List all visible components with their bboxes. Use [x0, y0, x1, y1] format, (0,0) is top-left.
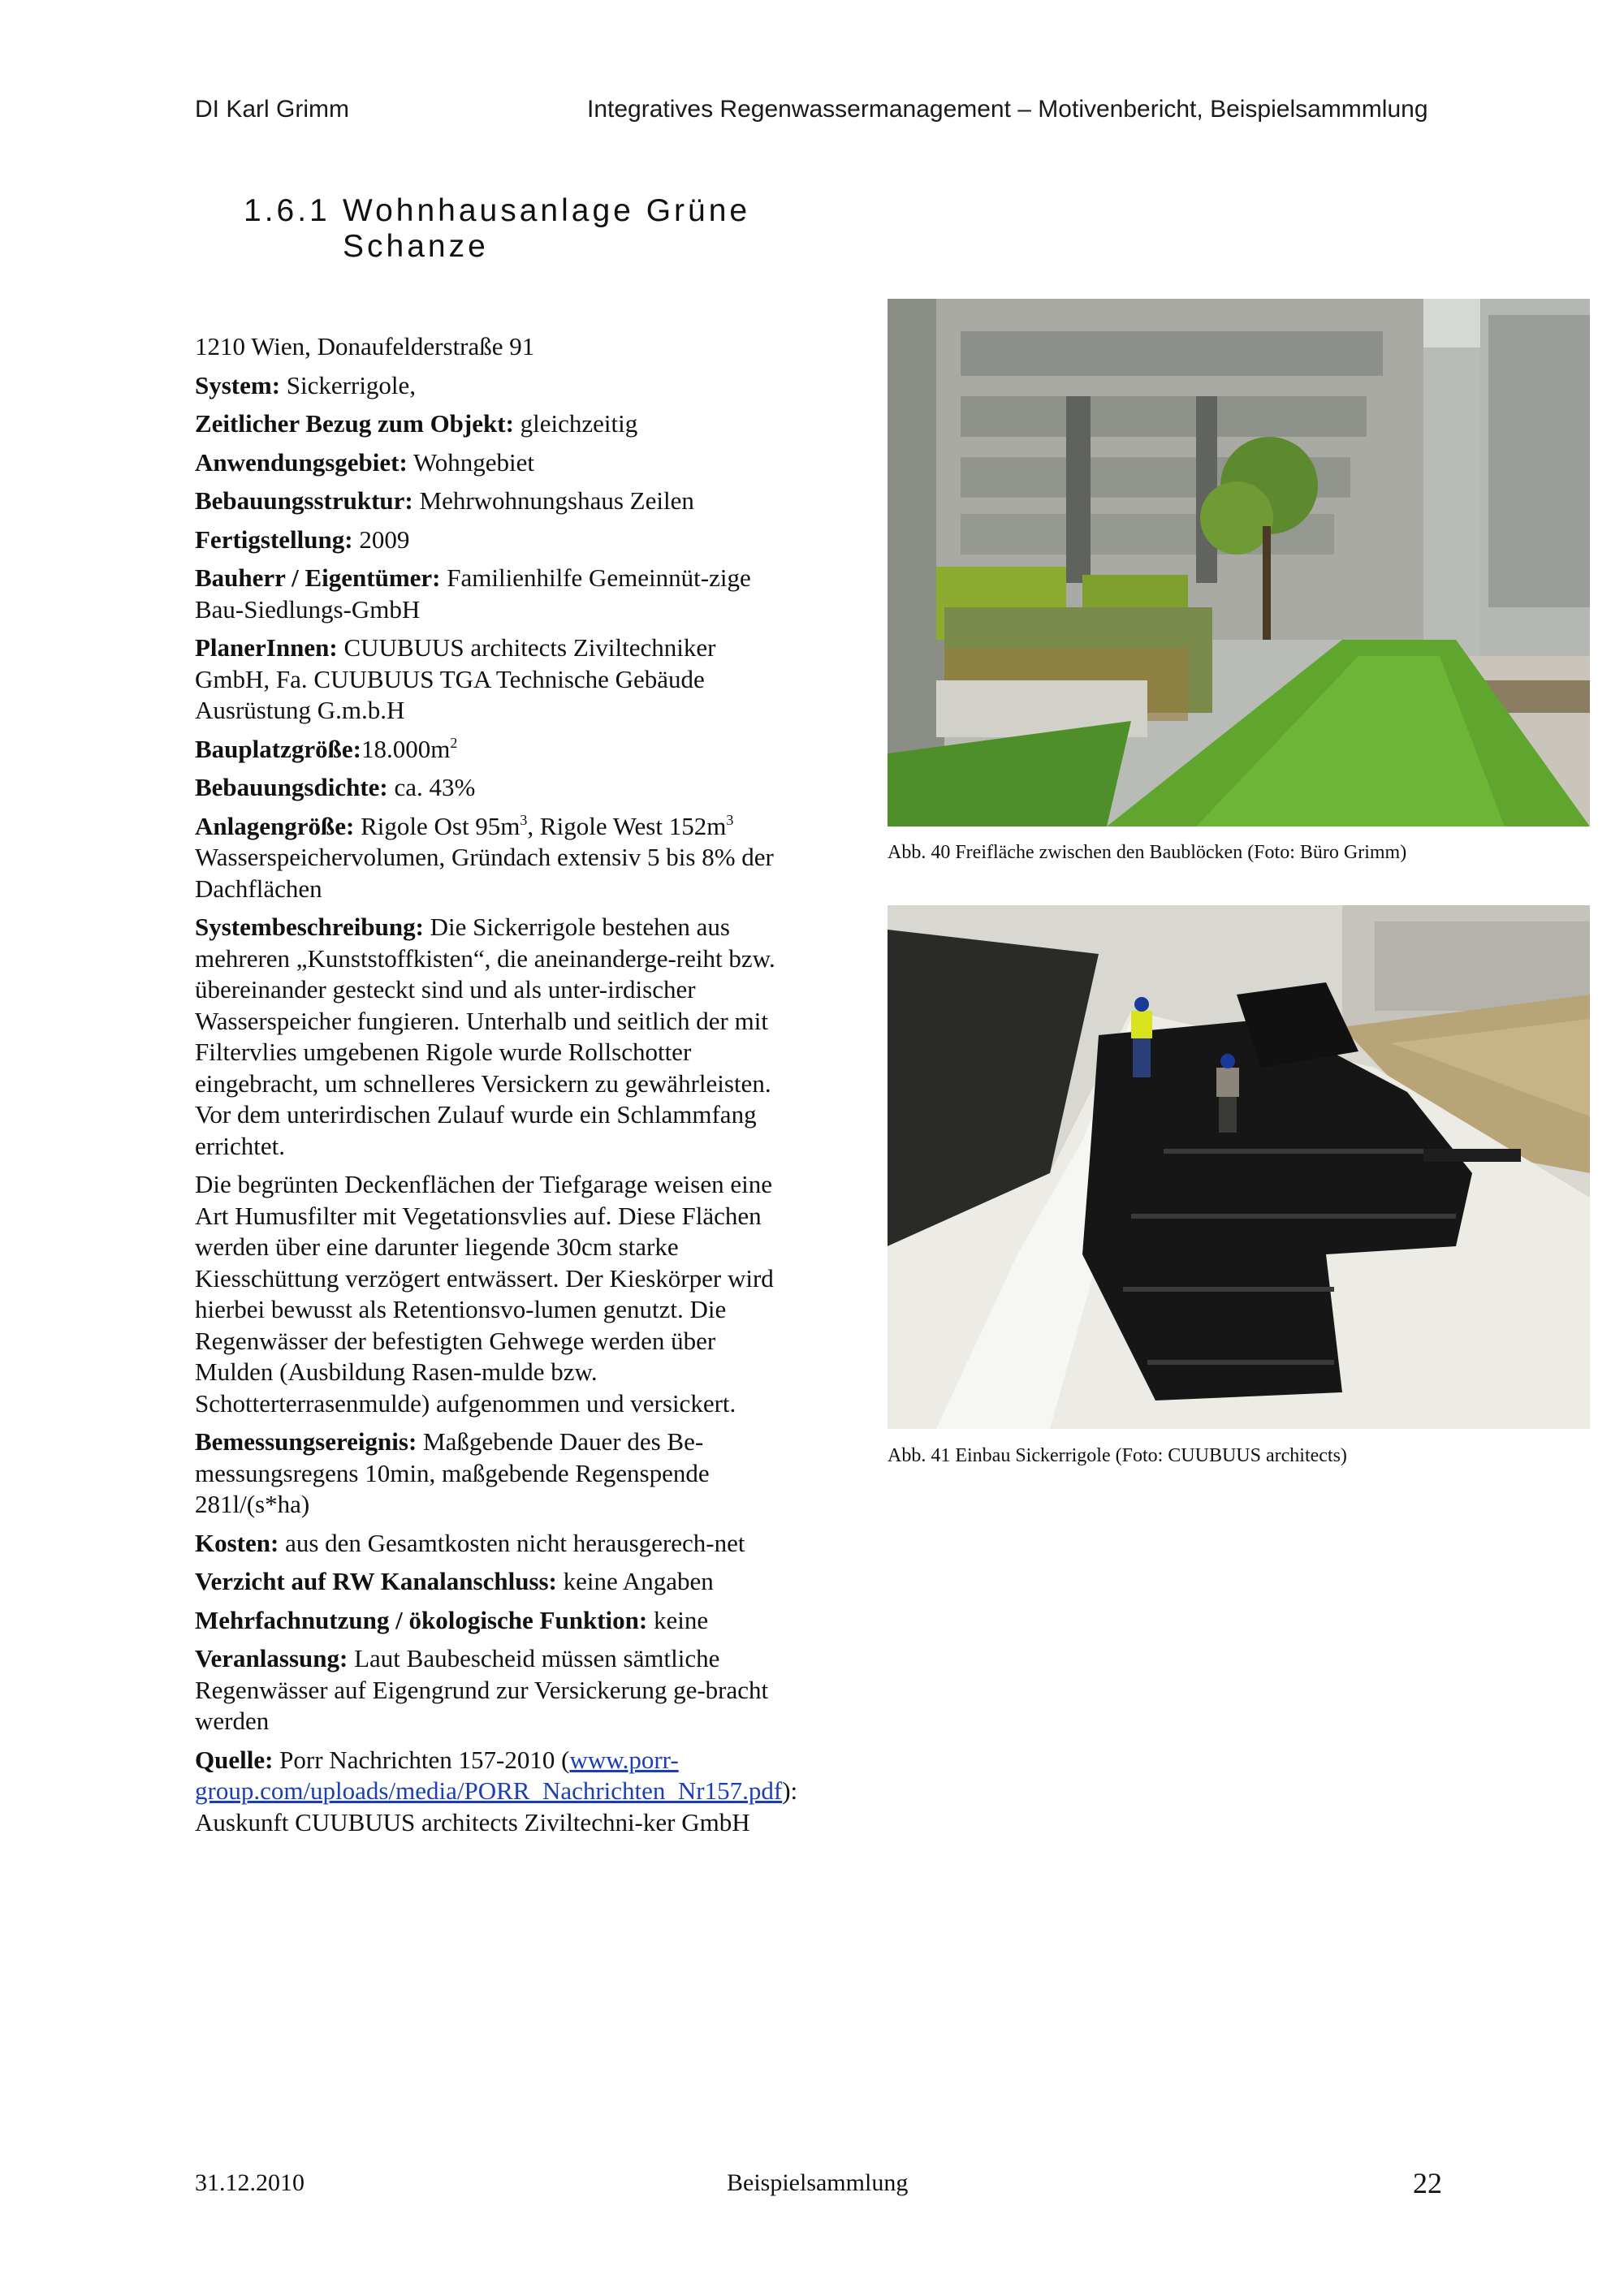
footer-center: Beispielsammlung	[727, 2169, 909, 2196]
field-value: aus den Gesamtkosten nicht herausgerech-net	[279, 1528, 745, 1557]
field-bebauungsstruktur	[195, 486, 780, 517]
field-label: Veranlassung:	[195, 1644, 348, 1672]
field-kosten	[195, 1528, 780, 1560]
field-label: Anwendungsgebiet:	[195, 447, 408, 477]
figure-caption-40: Abb. 40 Freifläche zwischen den Baublöcken (Foto: Büro Grimm)	[888, 842, 1407, 863]
section-title-line2: Schanze	[343, 229, 489, 265]
field-value: keine	[647, 1605, 709, 1634]
section-number: 1.6.1	[244, 193, 330, 228]
field-value: Rigole Ost 95m	[354, 811, 520, 840]
field-bemessungsereignis	[195, 1426, 780, 1521]
superscript: 2	[450, 734, 458, 751]
superscript: 3	[726, 811, 734, 828]
field-value: Maßgebende Dauer des Be-messungsregens 10min, maßgebende Regenspende 281l/(s*ha)	[195, 1427, 710, 1518]
header-author: DI Karl Grimm	[195, 96, 349, 123]
field-value: , Rigole West 152m	[527, 811, 727, 840]
field-value: CUUBUUS architects Ziviltechniker GmbH, Fa. CUUBUUS TGA Technische Gebäude Ausrüstung G.m.b.H	[195, 633, 716, 724]
paragraph-deckenflaechen: Die begrünten Deckenflächen der Tiefgarage weisen eine Art Humusfilter mit Vegetationsvlies auf. Diese Flächen werden über eine darunter liegende 30cm starke Kiesschüttung verzögert entwässert. Der Kieskörper wird hierbei bewusst als Retentionsvo-lumen genutzt. Die Regenwässer der befestigten Gehwege werden über Mulden (Ausbildung Rasen-mulde bzw. Schotterterrasenmulde) aufgenommen und versickert.	[195, 1170, 774, 1418]
field-label: Mehrfachnutzung / ökologische Funktion:	[195, 1605, 648, 1634]
field-label: Quelle:	[195, 1745, 274, 1774]
field-mehrfachnutzung	[195, 1605, 780, 1637]
field-label: Verzicht auf RW Kanalanschluss:	[195, 1567, 557, 1595]
field-value: Sickerrigole,	[280, 370, 417, 399]
field-planerinnen	[195, 632, 780, 727]
field-value: ca. 43%	[387, 773, 476, 801]
field-label: System:	[195, 370, 281, 399]
field-bauherr	[195, 563, 780, 625]
superscript: 3	[520, 811, 528, 828]
field-anlagengroesse	[195, 811, 780, 905]
field-value: Wohngebiet	[407, 447, 535, 477]
field-label: Systembeschreibung:	[195, 913, 424, 941]
field-systembeschreibung	[195, 912, 780, 1162]
field-label: Fertigstellung:	[195, 524, 353, 554]
field-label: Bauplatzgröße:	[195, 734, 361, 763]
field-value: 2009	[352, 524, 410, 554]
photo-construction-image	[888, 905, 1590, 1429]
field-label: PlanerInnen:	[195, 633, 338, 662]
address: 1210 Wien, Donaufelderstraße 91	[195, 332, 535, 360]
field-label: Anlagengröße:	[195, 811, 355, 840]
field-anwendungsgebiet	[195, 447, 780, 479]
field-bauplatzgroesse	[195, 734, 780, 766]
field-value: Familienhilfe Gemeinnüt-zige Bau-Siedlungs-GmbH	[195, 563, 751, 624]
page-number: 22	[1413, 2167, 1442, 2199]
field-verzicht	[195, 1566, 780, 1598]
field-value: 18.000m	[361, 734, 451, 763]
field-value: Wasserspeichervolumen, Gründach extensiv 5 bis 8% der Dachflächen	[195, 843, 774, 903]
field-label: Bebauungsstruktur:	[195, 486, 413, 515]
field-label: Kosten:	[195, 1528, 279, 1557]
body-text-column	[195, 331, 798, 1845]
section-title-line1: Wohnhausanlage Grüne	[343, 193, 751, 228]
field-value: Die Sickerrigole bestehen aus mehreren „Kunststoffkisten“, die aneinanderge-reiht bzw. übereinander gesteckt sind und als unter-irdischer Wasserspeicher fungieren. Unterhalb und seitlich der mit Filtervlies umgebenen Rigole wurde Rollschotter eingebracht, um schnelleres Versickern zu gewährleisten. Vor dem unterirdischen Zulauf wurde ein Schlammfang errichtet.	[195, 913, 775, 1160]
field-label: Bebauungsdichte:	[195, 773, 388, 801]
field-value: Laut Baubescheid müssen sämtliche Regenwässer auf Eigengrund zur Versickerung ge-bracht werden	[195, 1644, 769, 1735]
field-zeitbezug	[195, 408, 780, 440]
field-bebauungsdichte	[195, 772, 780, 804]
field-label: Bemessungsereignis:	[195, 1427, 417, 1456]
footer-date: 31.12.2010	[195, 2169, 304, 2196]
field-value: gleichzeitig	[513, 409, 638, 438]
field-system	[195, 370, 780, 402]
source-link[interactable]: www.porr-group.com/uploads/media/PORR_Nachrichten_Nr157.pdf	[195, 1745, 783, 1805]
field-quelle	[195, 1745, 798, 1839]
field-label: Zeitlicher Bezug zum Objekt:	[195, 409, 514, 438]
field-value: Mehrwohnungshaus Zeilen	[412, 486, 694, 515]
field-value: Porr Nachrichten 157-2010 (	[273, 1745, 570, 1774]
field-value: keine Angaben	[556, 1567, 714, 1595]
field-fertigstellung	[195, 524, 780, 556]
section-title	[244, 193, 750, 265]
photo-courtyard-image	[888, 299, 1590, 826]
photo-construction	[888, 905, 1590, 1429]
field-veranlassung	[195, 1643, 780, 1737]
field-label: Bauherr / Eigentümer:	[195, 563, 441, 592]
photo-courtyard	[888, 299, 1590, 826]
header-report-title: Integratives Regenwassermanagement – Motivenbericht, Beispielsammmlung	[587, 96, 1428, 123]
figure-caption-41: Abb. 41 Einbau Sickerrigole (Foto: CUUBUUS architects)	[888, 1445, 1347, 1466]
field-value: ): Auskunft CUUBUUS architects Ziviltechni-ker GmbH	[195, 1776, 798, 1836]
